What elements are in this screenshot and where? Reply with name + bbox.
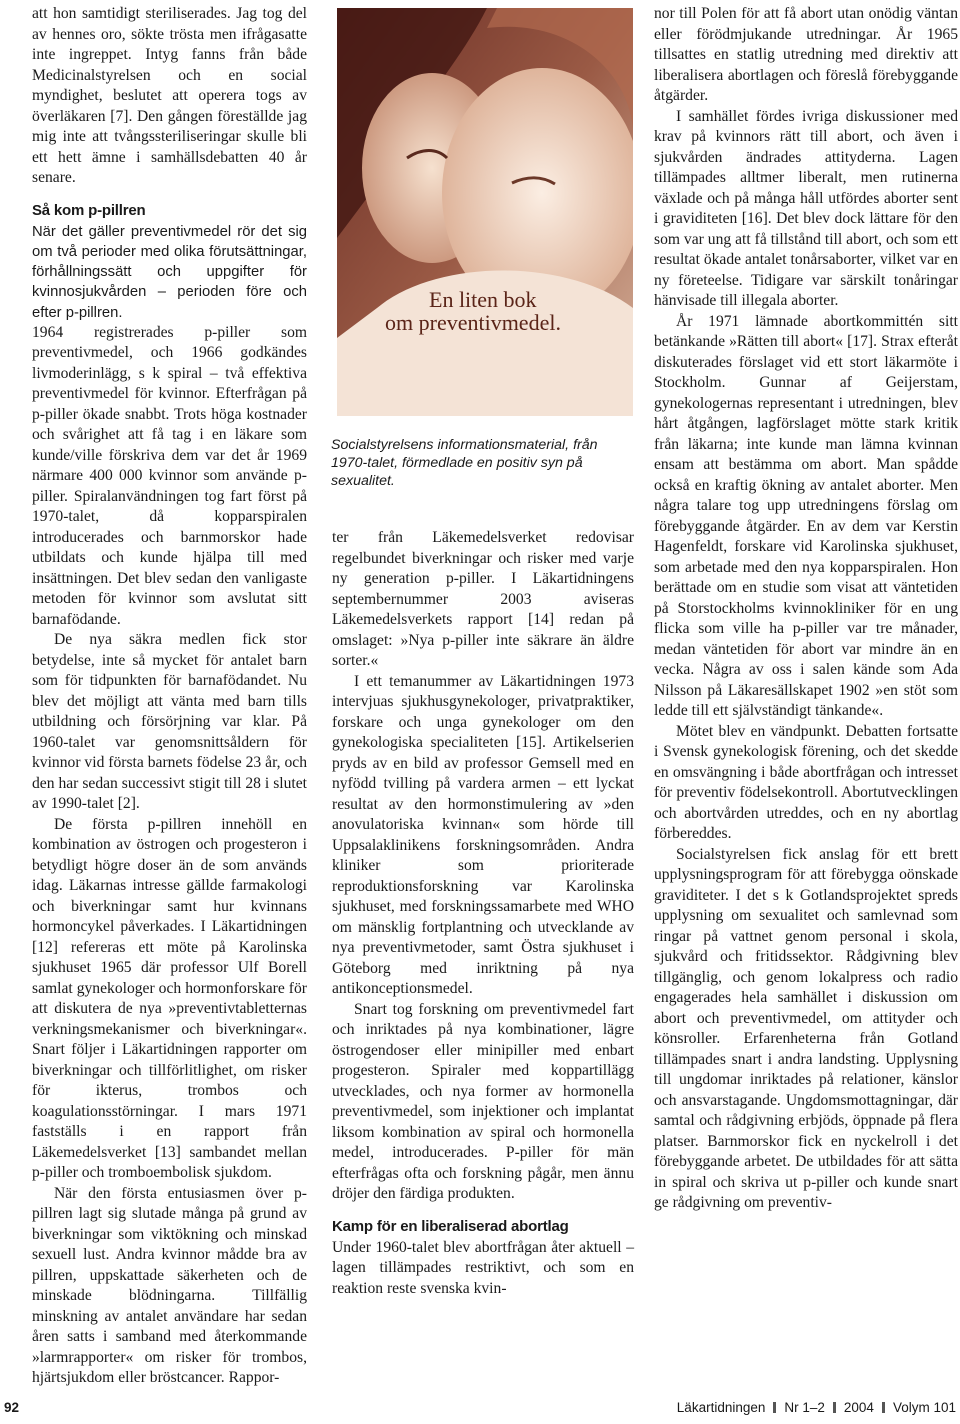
poster-image [337,8,633,416]
text-column-2 [332,528,634,1299]
section-heading-abortlag: Kamp för en liberaliserad abortlag [332,1217,569,1235]
poster-title [385,288,625,334]
journal-name: Läkartidningen [676,1400,766,1415]
volume: Volym 101 [892,1400,956,1415]
paragraph: I samhället fördes ivriga diskussioner med krav på kvinnors rätt till abort, och även i sjukvården ändrades attityderna. Lagen tillämpades alltmer liberalt, men rutinerna växlade och på många håll utfördes aborter sent i graviditeten [16]. Det blev dock lättare för den som var ung att få tillstånd till abort, och som ett resultat ökade antalet tonårsaborter, vilket var en ny företeelse. Tidigare var särskilt tonåringar hänvisade till illegala aborter. [654,107,958,309]
paragraph: När det gäller preventivmedel rör det sig om två perioder med olika förutsättningar, förhållningssätt och uppgifter för kvinnosjukvården – perioden före och efter p-pillren. [32,223,307,321]
page-footer [0,1400,960,1420]
paragraph: De första p-pillren innehöll en kombination av östrogen och progesteron i betydligt högre doser än de som används idag. Läkarnas intresse gällde farmakologi och biverkningar samt hur kvinnans hormoncykel påverkades. I Läkartidningen [12] refereras ett möte på Karolinska sjukhuset 1965 där professor Ulf Borell samlat gynekologer och hormonforskare för att diskutera de nya »preventivtabletternas verkningsmekanismer och biverkningar«. Snart följer i Läkartidningen rapporter om biverkningar och tillförlitlighet, om risker för ikterus, trombos och koagulationsstörningar. I mars 1971 fastställs i en rapport från Läkemedelsverket [13] sambandet mellan p-piller och tromboembolisk sjukdom. [32,815,307,1182]
paragraph: 1964 registrerades p-piller som preventivmedel, och 1966 godkändes livmoderinlägg, s k spiral – två effektiva preventivmedel för kvinnor. Efterfrågan på p-piller ökade snabbt. Trots höga kostnader och svårighet att få tag i en läkare som kunde/ville förskriva dem var det år 1969 närmare 400 000 kvinnor som använde p-piller. Spiralanvändningen tog fart först på 1970-talet, då kopparspiralen introducerades och barnmorskor hade utbildats och kunde hjälpa till med insättningen. Det blev sedan den vanligaste metoden för kvinnor som avslutat sitt barnafödande. [32,323,307,628]
year: 2004 [843,1400,874,1415]
paragraph: När den första entusiasmen över p-pillren lagt sig slutade många på grund av biverkningar som viktökning och minskad sexuell lust. Andra kvinnor mådde bra av pillren, uppskattade säkerheten och de minskade blödningarna. Tillfällig minskning av antalet användare har sedan åren satts i samband med återkommande »larmrapporter« om risker för trombos, hjärtsjukdom eller bröstcancer. Rappor- [32,1184,307,1387]
paragraph: I ett temanummer av Läkartidningen 1973 intervjuas sjukhusgynekologer, privatpraktiker, forskare och unga gynekologer om den gynekologiska specialiteten [15]. Artikelserien pryds av en bild av professor Gemsell med en nyfödd tvilling på vardera armen – ett lyckat resultat av den hormonstimulering av »den anovulatoriska kvinnan« som hörde till Uppsalaklinikens forskningsområden. Andra kliniker som prioriterade reproduktionsforskning var Karolinska sjukhuset, med forskningssamarbete med WHO om mänsklig fortplantning och utvecklande av nya preventivmetoder, samt Östra sjukhuset i Göteborg med inriktning på nya antikonceptionsmedel. [332,672,634,997]
paragraph: ter från Läkemedelsverket redovisar regelbundet biverkningar och risker med varje ny generation p-piller. I Läkartidningens septembernummer 2003 aviseras Läkemedelsverkets rapport [14] redan på omslaget: »Nya p-piller inte säkrare än äldre sorter.« [332,529,634,669]
separator-bar [882,1402,885,1413]
paragraph: att hon samtidigt steriliserades. Jag tog del av hennes oro, sökte trösta men ifrågasatte inte ingreppet. Intyg fanns från både Medicinalstyrelsen och en social myndighet, beslutet att operera togs av överläkaren [7]. Den gången föreställde jag mig inte att tvångssteriliseringar skulle bli ett hett ämne i samhällsdebatten 40 år senare. [32,5,307,186]
text-column-1 [32,4,307,1389]
paragraph: Snart tog forskning om preventivmedel fart och inriktades på nya kombinationer, lägre östrogendoser eller minipiller med enbart progesteron. Spiraler med koppartillägg utvecklades, och nya former av hormonella preventivmedel, som injektioner och implantat liksom kombination av spiral och hormonella medel, introducerades. P-piller för män efterfrågas ofta och forskning pågår, men ännu dröjer den färdiga produkten. [332,1000,634,1202]
issue-number: Nr 1–2 [784,1400,825,1415]
separator-bar [833,1402,836,1413]
separator-bar [773,1402,776,1413]
journal-info [677,1400,956,1415]
paragraph: nor till Polen för att få abort utan onödig väntan eller förödmjukande utredningar. År 1965 tillsattes en statlig utredning med direktiv att liberalisera abortlagen och föreslå förebyggande åtgärder. [654,5,958,104]
section-heading-p-pillren: Så kom p-pillren [32,201,146,219]
paragraph: År 1971 lämnade abortkommittén sitt betänkande »Rätten till abort« [17]. Strax efteråt diskuterades förslaget vid ett stort läkarmöte i Stockholm. Gunnar af Geijerstam, gynekologernas representant i utredningen, blev hårt åtgången, lagförslaget mötte stark kritik från läkarna; inte kunde man lämna kvinnan ensam att bestämma om abort. Man spådde också en kraftig ökning av antalet aborter. Men några talare tog upp utredningens förslag om förebyggande åtgärder. En av dem var Kerstin Hagenfeldt, forskare vid Karolinska sjukhuset, som arbetade med den nya kopparspiralen. Hon berättade om en studie som visat att väntetiden på Storstockholms kvinnokliniker för en ung flicka som ville ha p-piller var tre månader, medan väntetiden för abort var mindre än en vecka. Några av oss i salen kände som Ada Nilsson på Läkaresällskapet 1902 »en stöt som ledde till ett självständigt tänkande«. [654,312,958,719]
paragraph: De nya säkra medlen fick stor betydelse, inte så mycket för antalet barn som för tidpunkten för barnafödandet. Nu blev det möjligt att vänta med barn tills utbildning och försörjning var klar. På 1960-talet var genomsnittsåldern för kvinnor vid första barnets födelse 23 år, och den har sedan successivt stigit till 28 i slutet av 1990-talet [2]. [32,631,307,813]
poster-title-line-2: om preventivmedel. [385,310,561,335]
paragraph: Mötet blev en vändpunkt. Debatten fortsatte i Svensk gynekologisk förening, och det skedde en omsvängning i både abortfrågan och intresset för preventiv födelsekontroll. Abortutvecklingen och abortvården utreddes, och en ny abortlag förbereddes. [654,722,958,842]
page-number: 92 [4,1400,20,1415]
poster-title-line-1: En liten bok [429,287,537,312]
paragraph: Socialstyrelsen fick anslag för ett brett upplysningsprogram för att förebygga oönskade graviditeter. I det s k Gotlandsprojektet spreds upplysning om sexualitet och samlevnad som ringar på vattnet genom personal i skola, sjukvård och fritidssektor. Rådgivning blev tillgänglig, och genom lokalpress och radio engagerades hela samhället i diskussion om abort och preventivmedel, om attityder och könsroller. Erfarenheterna från Gotland tillämpades snart i andra landsting. Upplysning till ungdomar inriktades på relationer, känslor och ansvarstagande. Ungdomsmottagningar, där samtal och rådgivning erbjöds, öppnade på flera platser. Barnmorskor fick en nyckelroll i det förebyggande arbetet. De utbildades för att sätta in spiral och skriva ut p-piller och kunde snart ge rådgivning om preventiv- [654,845,958,1211]
figure-caption: Socialstyrelsens informationsmaterial, från 1970-talet, förmedlade en positiv syn på sexualitet. [331,437,598,489]
text-column-3 [654,4,958,1214]
paragraph: Under 1960-talet blev abortfrågan åter aktuell – lagen tillämpades restriktivt, och som en reaktion reste svenska kvin- [332,1238,634,1297]
